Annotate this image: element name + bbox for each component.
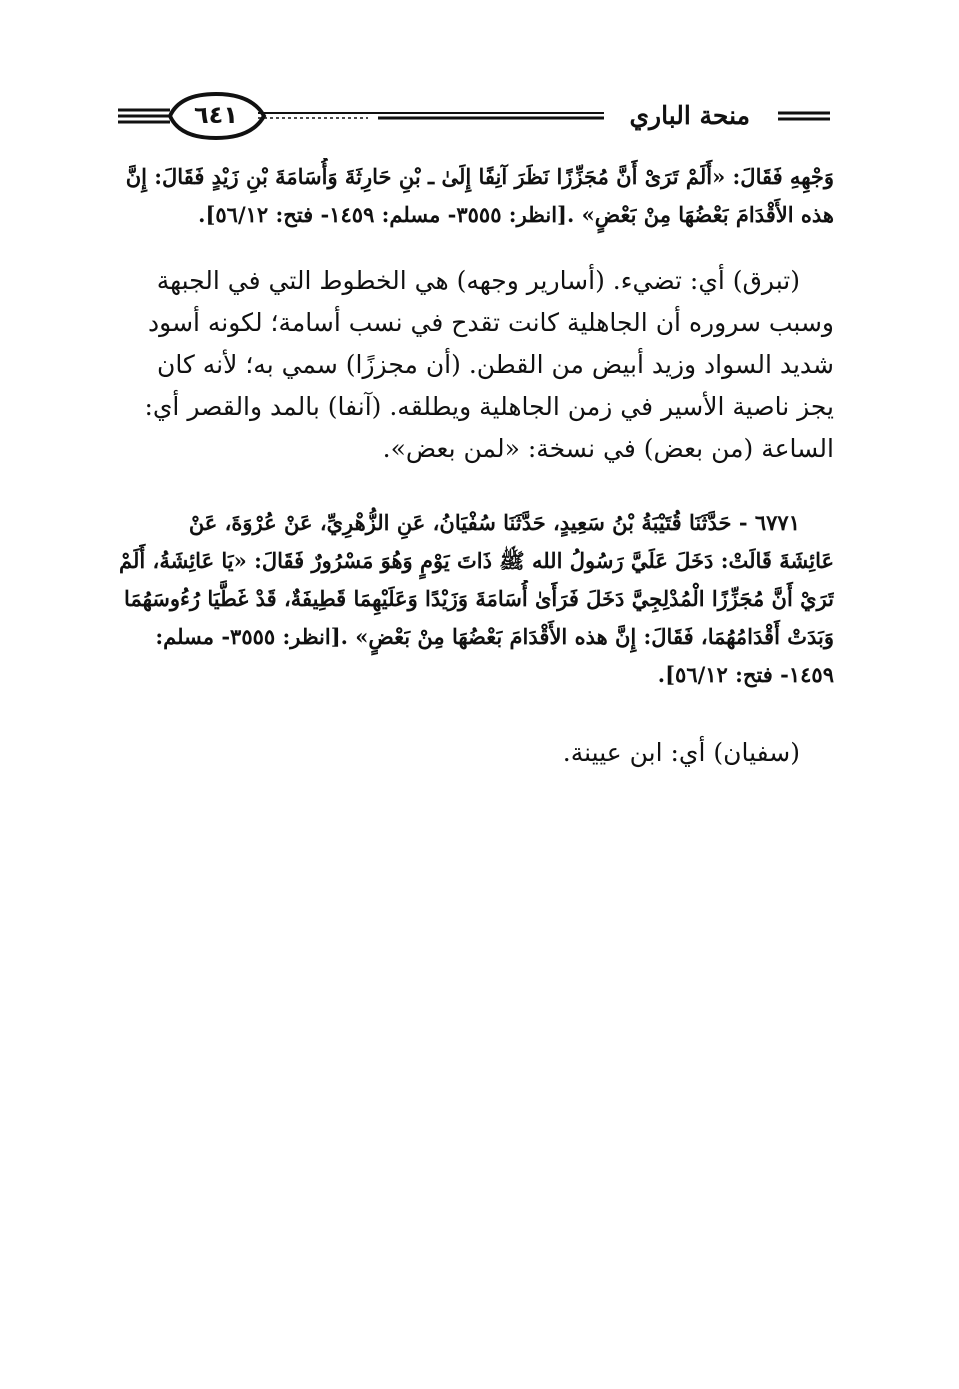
page-header	[118, 88, 832, 146]
running-title: منحة الباري	[629, 101, 750, 130]
text-line: ١٤٥٩- فتح: ٥٦/١٢].	[657, 662, 834, 687]
commentary-paragraph	[116, 260, 834, 470]
text-line: يجز ناصية الأسير في زمن الجاهلية ويطلقه. (آنفا) بالمد والقصر أي:	[144, 392, 834, 421]
text-line: شديد السواد وزيد أبيض من القطن. (أن مجززًا) سمي به؛ لأنه كان	[156, 350, 834, 379]
text-line: (تبرق) أي: تضيء. (أسارير وجهه) هي الخطوط التي في الجبهة	[156, 266, 800, 295]
text-line: الساعة (من بعض) في نسخة: «لمن بعض».	[382, 434, 834, 463]
text-line: هذه الأَقْدَامَ بَعْضُهَا مِنْ بَعْضٍ» .[انظر: ٣٥٥٥- مسلم: ١٤٥٩- فتح: ٥٦/١٢].	[198, 202, 834, 227]
text-line: وسبب سروره أن الجاهلية كانت تقدح في نسب أسامة؛ لكونه أسود	[148, 308, 834, 337]
page-number: ٦٤١	[194, 101, 238, 129]
text-line: (سفيان) أي: ابن عيينة.	[562, 738, 800, 767]
hadith-continuation	[116, 158, 834, 234]
text-line: تَرَيْ أَنَّ مُجَزِّزًا الْمُدْلِجِيَّ دَخَلَ فَرَأَىٰ أُسَامَةَ وَزَيْدًا وَعَلَيْهِمَا قَطِيفَةٌ، قَدْ غَطَّيَا رُءُوسَهُمَا	[124, 586, 834, 611]
text-line: وَبَدَتْ أَقْدَامُهُمَا، فَقَالَ: إِنَّ هذه الأَقْدَامَ بَعْضُهَا مِنْ بَعْضٍ» .[انظر: ٣٥٥٥- مسلم:	[155, 624, 834, 649]
hadith-6771	[116, 504, 834, 694]
text-line: ٦٧٧١ - حَدَّثَنَا قُتَيْبَةُ بْنُ سَعِيدٍ، حَدَّثَنَا سُفْيَانُ، عَنِ الزُّهْرِيِّ، عَنْ عُرْوَةَ، عَنْ	[188, 510, 800, 535]
text-line: عَائِشَةَ قَالَتْ: دَخَلَ عَلَيَّ رَسُولُ الله ﷺ ذَاتَ يَوْمٍ وَهُوَ مَسْرُورٌ فَقَالَ: «يَا عَائِشَةُ، أَلَمْ	[119, 548, 834, 573]
text-line: وَجْهِهِ فَقَالَ: «أَلَمْ تَرَىْ أَنَّ مُجَزِّزًا نَظَرَ آنِفًا إِلَىٰ ـ بْنِ حَارِثَةَ وَأُسَامَةَ بْنِ زَيْدٍ فَقَالَ: إِنَّ	[125, 164, 834, 189]
commentary-paragraph	[116, 732, 834, 774]
